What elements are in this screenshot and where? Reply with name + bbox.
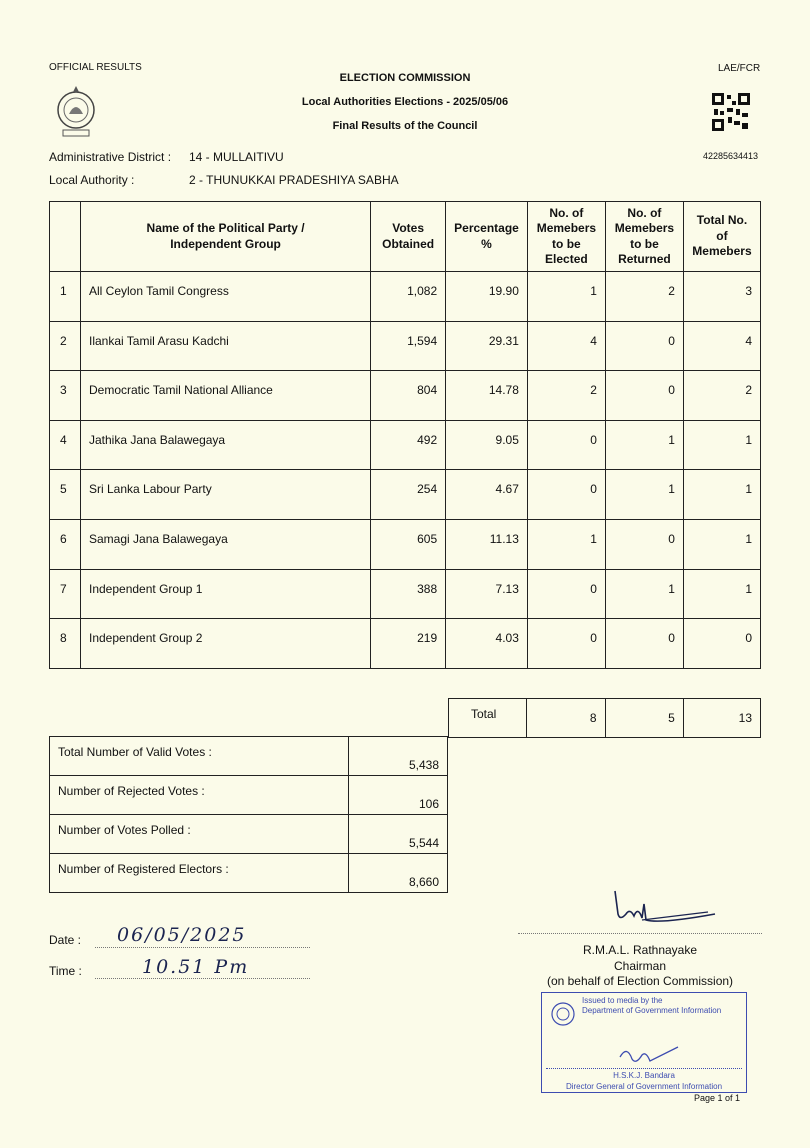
chairman-signature (590, 886, 730, 936)
totals-total: 13 (683, 699, 760, 738)
total-members: 4 (683, 321, 760, 371)
document-code: LAE/FCR (718, 63, 761, 74)
members-returned: 0 (605, 371, 683, 421)
percentage: 29.31 (446, 321, 528, 371)
chairman-title: Chairman (613, 959, 667, 973)
members-returned: 0 (605, 321, 683, 371)
results-table (49, 201, 761, 669)
totals-elected: 8 (527, 699, 605, 738)
col-header-votes: Votes Obtained (371, 202, 446, 272)
summary-label: Total Number of Valid Votes : (50, 737, 349, 776)
date-value: 06/05/2025 (117, 924, 247, 946)
summary-row (50, 737, 448, 776)
percentage: 11.13 (446, 519, 528, 569)
party-name: Sri Lanka Labour Party (81, 470, 371, 520)
percentage: 7.13 (446, 569, 528, 619)
table-row (50, 371, 761, 421)
total-members: 0 (683, 619, 760, 669)
authority-label: Local Authority : (49, 173, 135, 187)
table-row (50, 519, 761, 569)
col-header-elected: No. of Memebers to be Elected (527, 202, 605, 272)
totals-label: Total (449, 699, 527, 738)
summary-row (50, 815, 448, 854)
votes-obtained: 254 (371, 470, 446, 520)
members-returned: 0 (605, 519, 683, 569)
stamp-emblem-icon (550, 1001, 576, 1027)
stamp-signature (602, 1043, 682, 1069)
district-value: 14 - MULLAITIVU (189, 150, 284, 164)
signature-line (518, 933, 762, 934)
votes-obtained: 605 (371, 519, 446, 569)
time-label: Time : (49, 964, 82, 978)
summary-label: Number of Votes Polled : (50, 815, 349, 854)
total-members: 3 (683, 272, 760, 322)
official-results-label: OFFICIAL RESULTS (49, 62, 142, 73)
stamp-line (546, 1068, 742, 1069)
summary-value: 106 (349, 776, 448, 815)
party-name: Ilankai Tamil Arasu Kadchi (81, 321, 371, 371)
col-header-total: Total No. of Memebers (683, 202, 760, 272)
members-elected: 0 (527, 619, 605, 669)
total-members: 1 (683, 470, 760, 520)
total-members: 1 (683, 519, 760, 569)
members-elected: 1 (527, 272, 605, 322)
stamp-line1: Issued to media by the (582, 996, 663, 1005)
totals-table (448, 698, 761, 738)
table-row (50, 272, 761, 322)
party-name: Independent Group 1 (81, 569, 371, 619)
row-number: 7 (50, 569, 81, 619)
qr-code-icon (712, 93, 750, 131)
table-row (50, 569, 761, 619)
election-title: Local Authorities Elections - 2025/05/06 (301, 96, 509, 108)
results-subtitle: Final Results of the Council (332, 120, 478, 132)
row-number: 1 (50, 272, 81, 322)
party-name: All Ceylon Tamil Congress (81, 272, 371, 322)
date-line (95, 947, 310, 948)
percentage: 9.05 (446, 420, 528, 470)
summary-label: Number of Rejected Votes : (50, 776, 349, 815)
members-elected: 1 (527, 519, 605, 569)
votes-obtained: 219 (371, 619, 446, 669)
time-line (95, 978, 310, 979)
col-header-percentage: Percentage % (446, 202, 528, 272)
table-row (50, 619, 761, 669)
authority-value: 2 - THUNUKKAI PRADESHIYA SABHA (189, 173, 399, 187)
members-elected: 4 (527, 321, 605, 371)
on-behalf-text: (on behalf of Election Commission) (546, 974, 734, 988)
table-row (50, 321, 761, 371)
table-header-row (50, 202, 761, 272)
members-returned: 2 (605, 272, 683, 322)
media-stamp (541, 992, 747, 1093)
col-header-number (50, 202, 81, 272)
total-members: 2 (683, 371, 760, 421)
summary-value: 5,438 (349, 737, 448, 776)
row-number: 8 (50, 619, 81, 669)
members-returned: 1 (605, 569, 683, 619)
summary-row (50, 854, 448, 893)
row-number: 4 (50, 420, 81, 470)
members-elected: 0 (527, 420, 605, 470)
party-name: Samagi Jana Balawegaya (81, 519, 371, 569)
summary-value: 8,660 (349, 854, 448, 893)
percentage: 4.67 (446, 470, 528, 520)
votes-obtained: 492 (371, 420, 446, 470)
summary-label: Number of Registered Electors : (50, 854, 349, 893)
members-elected: 2 (527, 371, 605, 421)
stamp-line2: Department of Government Information (582, 1006, 722, 1015)
members-elected: 0 (527, 569, 605, 619)
row-number: 5 (50, 470, 81, 520)
members-returned: 1 (605, 470, 683, 520)
votes-obtained: 804 (371, 371, 446, 421)
summary-value: 5,544 (349, 815, 448, 854)
total-members: 1 (683, 420, 760, 470)
percentage: 14.78 (446, 371, 528, 421)
members-returned: 1 (605, 420, 683, 470)
commission-title: ELECTION COMMISSION (339, 72, 471, 84)
row-number: 2 (50, 321, 81, 371)
members-elected: 0 (527, 470, 605, 520)
district-label: Administrative District : (49, 150, 172, 164)
percentage: 19.90 (446, 272, 528, 322)
col-header-party: Name of the Political Party / Independent Group (81, 202, 371, 272)
chairman-name: R.M.A.L. Rathnayake (582, 943, 698, 957)
party-name: Jathika Jana Balawegaya (81, 420, 371, 470)
votes-obtained: 1,082 (371, 272, 446, 322)
row-number: 6 (50, 519, 81, 569)
party-name: Democratic Tamil National Alliance (81, 371, 371, 421)
votes-obtained: 388 (371, 569, 446, 619)
party-name: Independent Group 2 (81, 619, 371, 669)
date-label: Date : (49, 933, 82, 947)
votes-obtained: 1,594 (371, 321, 446, 371)
page-number: Page 1 of 1 (694, 1093, 741, 1103)
document-number: 42285634413 (703, 151, 759, 161)
summary-table (49, 736, 448, 893)
time-value: 10.51 Pm (142, 956, 250, 978)
total-members: 1 (683, 569, 760, 619)
stamp-name: H.S.K.J. Bandara (613, 1071, 675, 1080)
emblem-icon (55, 84, 97, 140)
members-returned: 0 (605, 619, 683, 669)
summary-row (50, 776, 448, 815)
table-row (50, 420, 761, 470)
col-header-returned: No. of Memebers to be Returned (605, 202, 683, 272)
row-number: 3 (50, 371, 81, 421)
totals-returned: 5 (605, 699, 683, 738)
totals-row (449, 699, 761, 738)
stamp-title: Director General of Government Information (565, 1082, 723, 1091)
percentage: 4.03 (446, 619, 528, 669)
table-row (50, 470, 761, 520)
